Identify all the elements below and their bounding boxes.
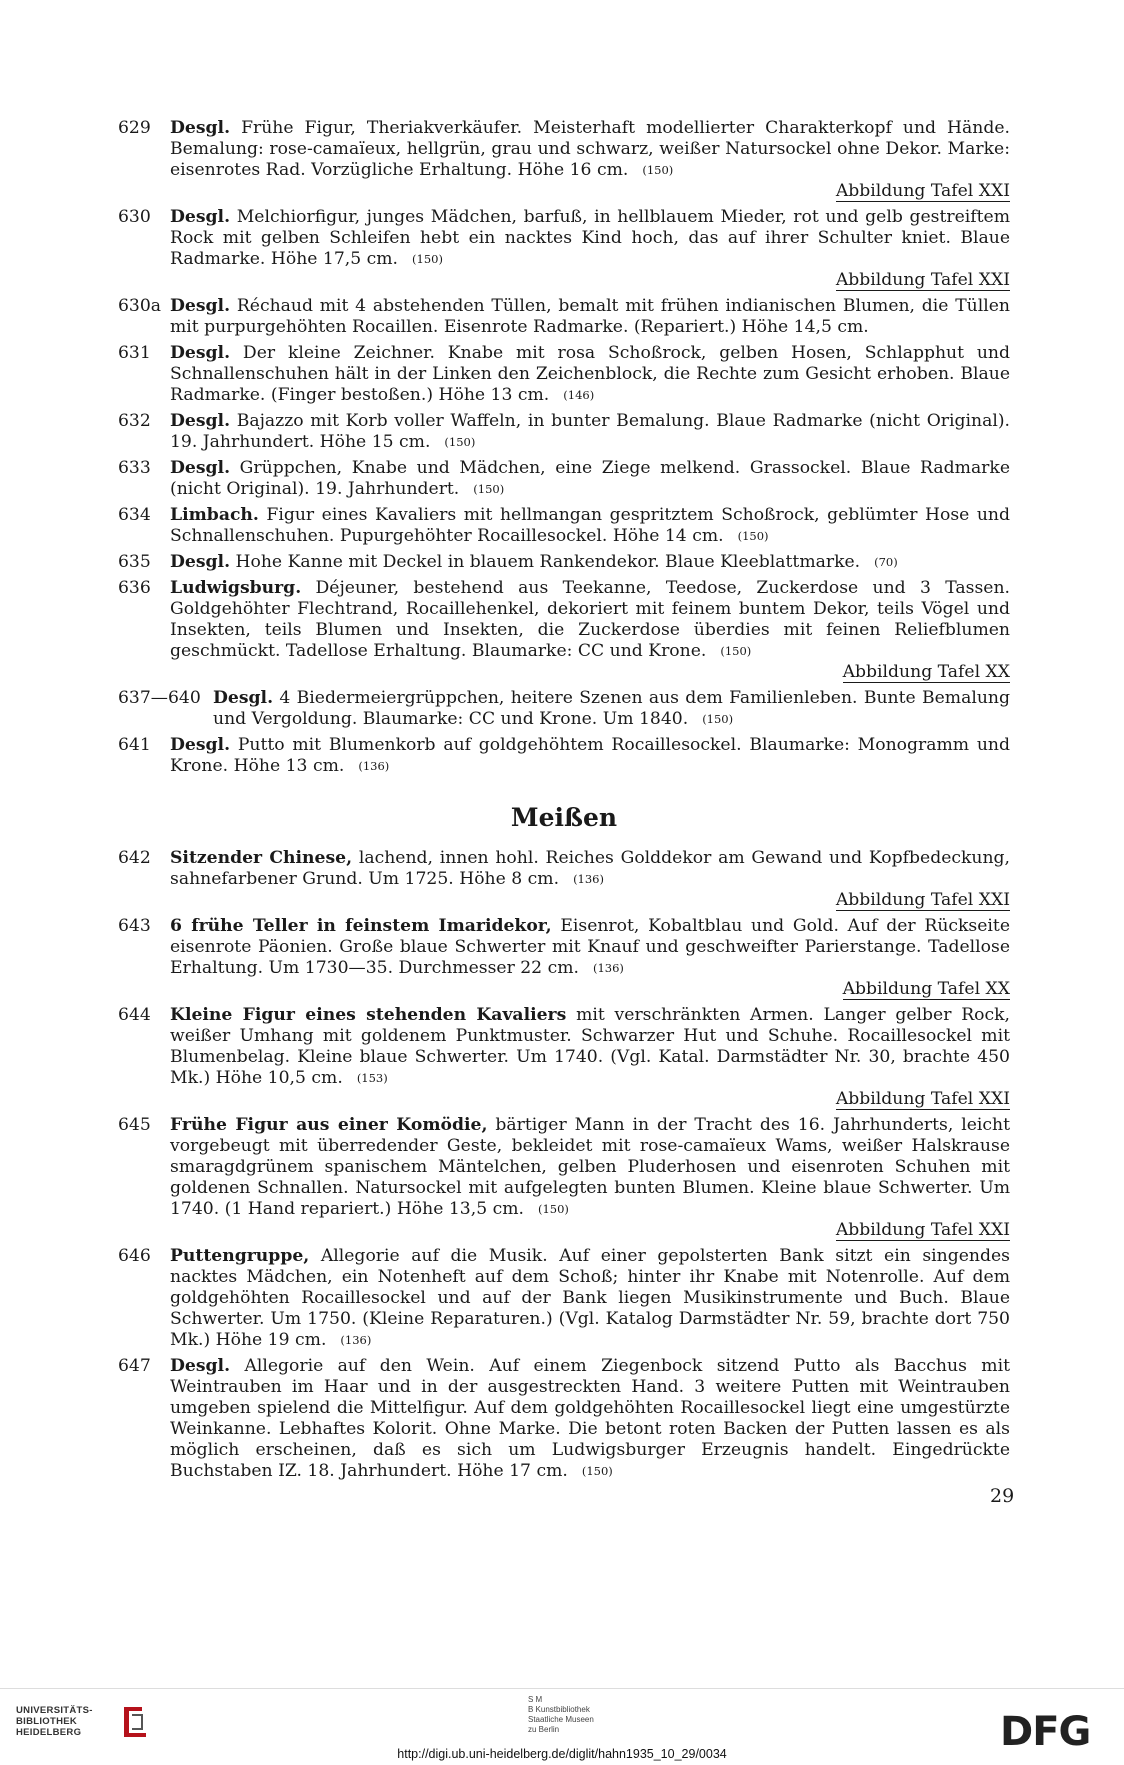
plate-reference (170, 979, 1010, 1000)
lot-number: 643 (118, 916, 151, 936)
lot-number: 635 (118, 552, 151, 572)
entry-lead: Sitzender Chinese, (170, 848, 353, 868)
entry-lead: Desgl. (170, 411, 231, 431)
plate-reference (170, 1089, 1010, 1110)
plate-reference-text: Abbildung Tafel XXI (835, 181, 1010, 201)
entry-text: Réchaud mit 4 abstehenden Tüllen, bemalt mit frühen indianischen Blumen, die Tüllen mit purpurgehöhten Rocaillen. Eisenrote Radmarke. (Repariert.) Höhe 14,5 cm. (170, 296, 1010, 337)
plate-reference-text: Abbildung Tafel XXI (835, 1089, 1010, 1109)
entry-text: Allegorie auf den Wein. Auf einem Ziegenbock sitzend Putto als Bacchus mit Weintrauben im Haar und in der ausgestreckten Hand. 3 weitere Putten mit Weintrauben umgeben spielend die Mittelfigur. Auf dem goldgehöhten Rocaillesockel liegt eine umgestürzte Weinkanne. Lebhaftes Kolorit. Ohne Marke. Die betont roten Backen der Putten lassen es als möglich erscheinen, daß es sich um Ludwigsburger Erzeugnis handelt. Eingedrückte Buchstaben IZ. 18. Jahrhundert. Höhe 17 cm. (170, 1356, 1010, 1481)
lot-number: 637—640 (118, 688, 201, 708)
catalog-entry (118, 411, 1010, 453)
entry-lead: Desgl. (170, 735, 231, 755)
lot-number: 634 (118, 505, 151, 525)
entry-lead: 6 frühe Teller in feinstem Imaridekor, (170, 916, 552, 936)
catalog-entry (118, 296, 1010, 338)
entry-text: bärtiger Mann in der Tracht des 16. Jahrhunderts, leicht vorgebeugt mit überredender Geste, bekleidet mit rose-camaïeux Wams, weißer Halskrause smaragdgrünem spanischem Mäntelchen, gelben Pluderhosen und eisenroten Schuhen mit goldenen Schnallen. Natursockel mit aufgelegten bunten Blumen. Kleine blaue Schwerter. Um 1740. (1 Hand repariert.) Höhe 13,5 cm. (170, 1115, 1010, 1219)
lot-number: 630a (118, 296, 162, 316)
entry-description (170, 552, 1010, 573)
catalog-entry (118, 916, 1010, 1000)
entry-lead: Kleine Figur eines stehenden Kavaliers (170, 1005, 567, 1025)
entry-description (170, 1005, 1010, 1110)
library-emblem-icon (120, 1703, 150, 1741)
entry-lead: Desgl. (170, 207, 231, 227)
entry-lead: Desgl. (170, 1356, 231, 1376)
catalog-entry (118, 458, 1010, 500)
price-code: (150) (537, 1202, 569, 1216)
price-code: (136) (573, 872, 604, 886)
entry-lead: Desgl. (170, 343, 231, 363)
page-content (118, 118, 1010, 1487)
price-code: (150) (581, 1464, 613, 1478)
entry-text: lachend, innen hohl. Reiches Golddekor am Gewand und Kopfbedeckung, sahnefarbener Grund. Um 1725. Höhe 8 cm. (170, 848, 1011, 889)
entry-list (118, 118, 1010, 777)
entry-text: Frühe Figur, Theriakverkäufer. Meisterhaft modellierter Charakterkopf und Hände. Bemalung: rose-camaïeux, hellgrün, grau und schwarz, weißer Natursockel ohne Dekor. Marke: eisenrotes Rad. Vorzügliche Erhaltung. Höhe 16 cm. (170, 118, 1010, 180)
lot-number: 646 (118, 1246, 151, 1266)
entry-description (170, 916, 1010, 1000)
plate-reference-text: Abbildung Tafel XX (842, 662, 1010, 682)
entry-description (170, 1115, 1010, 1241)
entry-text: Der kleine Zeichner. Knabe mit rosa Schoßrock, gelben Hosen, Schlapphut und Schnallenschuhen hält in der Linken den Zeichenblock, die Rechte zum Gesicht erhoben. Blaue Radmarke. (Finger bestoßen.) Höhe 13 cm. (170, 343, 1010, 405)
price-code: (150) (720, 644, 752, 658)
catalog-entry (118, 207, 1010, 291)
lot-number: 632 (118, 411, 151, 431)
catalog-entry (118, 552, 1010, 573)
page-number: 29 (990, 1485, 1015, 1507)
entry-text: Melchiorfigur, junges Mädchen, barfuß, in hellblauem Mieder, rot und gelb gestreiftem Rock mit gelben Schleifen hebt ein nacktes Kind hoch, das auf ihrer Schulter kniet. Blaue Radmarke. Höhe 17,5 cm. (170, 207, 1010, 269)
plate-reference-text: Abbildung Tafel XXI (835, 270, 1010, 290)
price-code: (136) (592, 961, 624, 975)
entry-description (170, 1246, 1010, 1351)
entry-text: Figur eines Kavaliers mit hellmangan gespritztem Schoßrock, geblümter Hose und Schnallenschuhen. Pupurgehöhter Rocaillesockel. Höhe 14 cm. (170, 505, 1010, 546)
price-code: (70) (874, 555, 898, 569)
entry-lead: Desgl. (170, 118, 231, 138)
price-code: (153) (356, 1071, 388, 1085)
catalog-entry (118, 343, 1010, 406)
entry-text: Allegorie auf die Musik. Auf einer gepolsterten Bank sitzt ein singendes nacktes Mädchen, ein Notenheft auf dem Schoß; hinter ihr Knabe mit Notenrolle. Auf dem goldgehöhten Rocaillesockel und auf der Bank liegen Musikinstrumente und Buch. Blaue Schwerter. Um 1750. (Kleine Reparaturen.) (Vgl. Katalog Darmstädter Nr. 59, brachte dort 750 Mk.) Höhe 19 cm. (170, 1246, 1010, 1350)
plate-reference (170, 270, 1010, 291)
plate-reference-text: Abbildung Tafel XX (842, 979, 1010, 999)
price-code: (150) (737, 529, 769, 543)
library-logo[interactable] (16, 1703, 166, 1743)
catalog-entry (118, 848, 1010, 911)
plate-reference (170, 1220, 1010, 1241)
price-code: (136) (358, 759, 390, 773)
entry-description (170, 207, 1010, 291)
price-code: (150) (444, 435, 476, 449)
entry-lead: Frühe Figur aus einer Komödie, (170, 1115, 488, 1135)
plate-reference-text: Abbildung Tafel XXI (835, 890, 1010, 910)
entry-description (170, 578, 1010, 683)
entry-description (170, 411, 1010, 453)
catalog-entry (118, 505, 1010, 547)
lot-number: 630 (118, 207, 151, 227)
lot-number: 629 (118, 118, 151, 138)
price-code: (146) (563, 388, 595, 402)
entry-description (170, 848, 1010, 911)
entry-description (170, 343, 1010, 406)
entry-description (170, 505, 1010, 547)
lot-number: 642 (118, 848, 151, 868)
section-heading: Meißen (510, 803, 618, 832)
entry-text: Hohe Kanne mit Deckel in blauem Rankendekor. Blaue Kleeblattmarke. (230, 552, 861, 572)
plate-reference-text: Abbildung Tafel XXI (835, 1220, 1010, 1240)
entry-lead: Desgl. (170, 552, 231, 572)
entry-description (170, 1356, 1010, 1482)
dfg-logo[interactable]: DFG (1000, 1709, 1091, 1755)
catalog-entry (118, 1246, 1010, 1351)
catalog-entry (118, 735, 1010, 777)
lot-number: 641 (118, 735, 151, 755)
entry-description (170, 118, 1010, 202)
lot-number: 636 (118, 578, 151, 598)
holding-institution: S M B Kunstbibliothek Staatliche Museen zu Berlin (528, 1695, 594, 1734)
catalog-entry (118, 1005, 1010, 1110)
lot-number: 631 (118, 343, 151, 363)
catalog-entry (118, 1115, 1010, 1241)
entry-text: Bajazzo mit Korb voller Waffeln, in bunter Bemalung. Blaue Radmarke (nicht Original). 19. Jahrhundert. Höhe 15 cm. (170, 411, 1010, 452)
catalog-entry (118, 578, 1010, 683)
lot-number: 633 (118, 458, 151, 478)
price-code: (136) (340, 1333, 372, 1347)
entry-list (118, 848, 1010, 1482)
entry-lead: Desgl. (170, 458, 231, 478)
entry-text: Eisenrot, Kobaltblau und Gold. Auf der Rückseite eisenrote Päonien. Große blaue Schwerter mit Knauf und geschweifter Parierstange. Tadellose Erhaltung. Um 1730—35. Durchmesser 22 cm. (170, 916, 1011, 978)
entry-text: 4 Biedermeiergrüppchen, heitere Szenen aus dem Familienleben. Bunte Bemalung und Vergoldung. Blaumarke: CC und Krone. Um 1840. (213, 688, 1010, 729)
permalink[interactable]: http://digi.ub.uni-heidelberg.de/diglit/hahn1935_10_29/0034 (397, 1747, 727, 1761)
entry-text: Putto mit Blumenkorb auf goldgehöhtem Rocaillesockel. Blaumarke: Monogramm und Krone. Höhe 13 cm. (170, 735, 1010, 776)
price-code: (150) (642, 163, 674, 177)
lot-number: 645 (118, 1115, 151, 1135)
lot-number: 644 (118, 1005, 151, 1025)
price-code: (150) (412, 252, 443, 266)
plate-reference (170, 662, 1010, 683)
library-name: UNIVERSITÄTS- BIBLIOTHEK HEIDELBERG (16, 1705, 93, 1738)
lot-number: 647 (118, 1356, 151, 1376)
entry-lead: Puttengruppe, (170, 1246, 310, 1266)
plate-reference (170, 890, 1010, 911)
entry-text: mit verschränkten Armen. Langer gelber Rock, weißer Umhang mit goldenem Punktmuster. Schwarzer Hut und Schuhe. Rocaillesockel mit Blumenbelag. Kleine blaue Schwerter. Um 1740. (Vgl. Katal. Darmstädter Nr. 30, brachte 450 Mk.) Höhe 10,5 cm. (170, 1005, 1010, 1088)
entry-text: Grüppchen, Knabe und Mädchen, eine Ziege melkend. Grassockel. Blaue Radmarke (nicht Original). 19. Jahrhundert. (170, 458, 1010, 499)
price-code: (150) (473, 482, 505, 496)
entry-description (170, 458, 1010, 500)
catalog-entry (118, 118, 1010, 202)
entry-description (170, 735, 1010, 777)
catalog-entry (118, 1356, 1010, 1482)
entry-description (213, 688, 1010, 730)
entry-description (170, 296, 1010, 338)
entry-lead: Desgl. (213, 688, 274, 708)
entry-lead: Ludwigsburg. (170, 578, 302, 598)
price-code: (150) (702, 712, 734, 726)
entry-text: Déjeuner, bestehend aus Teekanne, Teedose, Zuckerdose und 3 Tassen. Goldgehöhter Flechtrand, Rocaillehenkel, dekoriert mit feinem buntem Dekor, teils Vögel und Insekten, teils Blumen und Insekten, die Zuckerdose überdies mit feinen Reliefblumen geschmückt. Tadellose Erhaltung. Blaumarke: CC und Krone. (170, 578, 1010, 661)
entry-lead: Limbach. (170, 505, 259, 525)
footer-bar (0, 1688, 1124, 1765)
entry-lead: Desgl. (170, 296, 231, 316)
catalog-entry (118, 688, 1010, 730)
plate-reference (170, 181, 1010, 202)
